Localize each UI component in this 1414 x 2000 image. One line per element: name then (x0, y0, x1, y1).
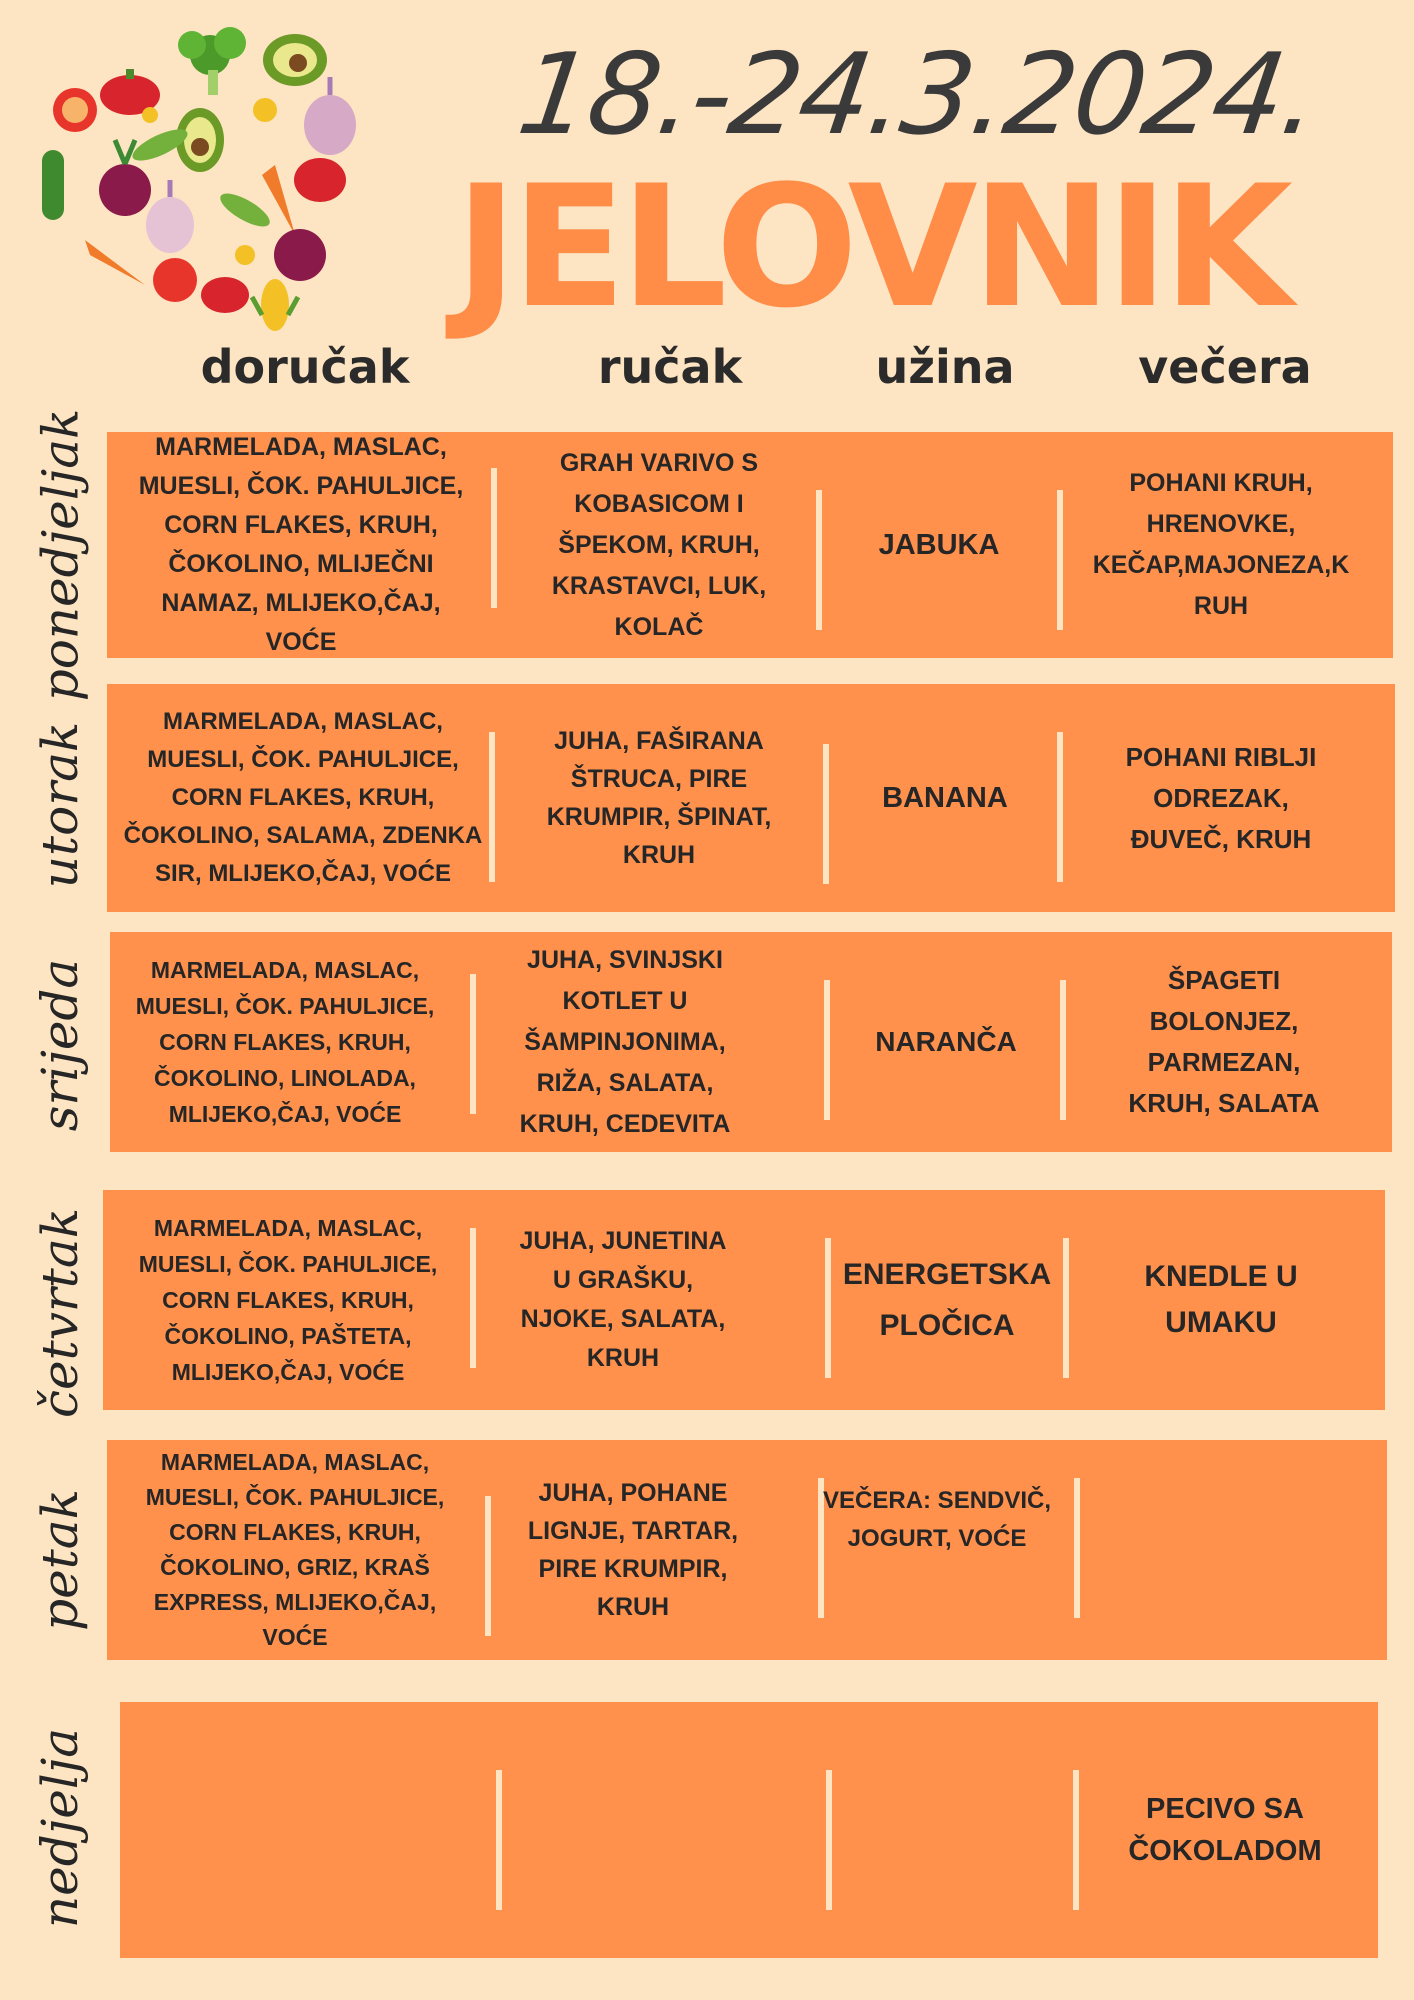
carrot-icon (85, 240, 145, 285)
lunch-cell: JUHA, FAŠIRANA ŠTRUCA, PIRE KRUMPIR, ŠPINAT, KRUH (546, 727, 772, 869)
lunch-cell: JUHA, SVINJSKI KOTLET U ŠAMPINJONIMA, RIŽA, SALATA, KRUH, CEDEVITA (519, 945, 731, 1138)
column-header-snack: užina (875, 340, 1015, 394)
menu-row-sunday (120, 1702, 1378, 1958)
snack-cell: JABUKA (878, 528, 1000, 561)
dinner-cell (1082, 1440, 1382, 1660)
day-label-tuesday: utorak (31, 721, 89, 889)
breakfast-cell (120, 1702, 490, 1958)
corn-icon (252, 279, 298, 331)
column-header-breakfast: doručak (200, 340, 410, 394)
menu-row-friday (107, 1440, 1387, 1660)
breakfast-cell: MARMELADA, MASLAC, MUESLI, ČOK. PAHULJICE, CORN FLAKES, KRUH, ČOKOLINO, SALAMA, ZDENKA SIR, MLIJEKO,ČAJ, VOĆE (123, 708, 483, 887)
snack-cell: BANANA (882, 781, 1008, 814)
column-header-dinner: večera (1138, 340, 1312, 394)
vegetable-heart-illustration (30, 15, 370, 335)
lunch-cell: JUHA, POHANE LIGNJE, TARTAR, PIRE KRUMPIR, KRUH (527, 1479, 739, 1621)
breakfast-cell: MARMELADA, MASLAC, MUESLI, ČOK. PAHULJICE, CORN FLAKES, KRUH, ČOKOLINO, MLIJEČNI NAMAZ, MLIJEKO,ČAJ, VOĆE (138, 433, 464, 656)
tomato-icon (153, 258, 197, 302)
tomato-icon (53, 88, 97, 132)
snack-cell: NARANČA (875, 1026, 1017, 1057)
snack-cell: VEČERA: SENDVIČ, JOGURT, VOĆE (823, 1487, 1052, 1552)
avocado-icon (263, 34, 327, 86)
menu-row-tuesday (107, 684, 1395, 912)
column-header-lunch: ručak (597, 340, 743, 394)
day-label-friday: petak (31, 1489, 90, 1631)
column-divider (1063, 1238, 1069, 1378)
column-divider (826, 1770, 832, 1910)
cucumber-icon (42, 150, 64, 220)
column-divider (491, 468, 497, 608)
garlic-icon (304, 77, 356, 155)
menu-row-wednesday (110, 932, 1392, 1152)
page-title: JELOVNIK (455, 149, 1287, 345)
column-divider (1060, 980, 1066, 1120)
menu-row-thursday (103, 1190, 1385, 1410)
dinner-cell: POHANI KRUH, HRENOVKE, KEČAP,MAJONEZA,K RUH (1092, 469, 1350, 620)
beet-icon (274, 229, 326, 281)
lunch-cell: JUHA, JUNETINA U GRAŠKU, NJOKE, SALATA, KRUH (519, 1227, 727, 1372)
column-divider (470, 1228, 476, 1368)
column-divider (470, 974, 476, 1114)
column-divider (1057, 490, 1063, 630)
column-divider (1057, 732, 1063, 882)
lunch-cell: GRAH VARIVO S KOBASICOM I ŠPEKOM, KRUH, KRASTAVCI, LUK, KOLAČ (551, 448, 767, 641)
breakfast-cell: MARMELADA, MASLAC, MUESLI, ČOK. PAHULJICE, CORN FLAKES, KRUH, ČOKOLINO, PAŠTETA, MLIJEKO,ČAJ, VOĆE (138, 1215, 438, 1385)
day-label-monday: ponedjeljak (31, 408, 90, 702)
column-divider (816, 490, 822, 630)
column-divider (489, 732, 495, 882)
pepper-icon (294, 158, 346, 202)
column-divider (1073, 1770, 1079, 1910)
day-label-thursday: četvrtak (31, 1207, 90, 1419)
day-label-wednesday: srijeda (31, 958, 89, 1132)
day-label-sunday: nedjelja (31, 1727, 90, 1929)
dinner-cell: PECIVO SA ČOKOLADOM (1128, 1793, 1322, 1867)
breakfast-cell: MARMELADA, MASLAC, MUESLI, ČOK. PAHULJICE, CORN FLAKES, KRUH, ČOKOLINO, GRIZ, KRAŠ EXPRESS, MLIJEKO,ČAJ, VOĆE (145, 1449, 445, 1650)
snack-cell (834, 1702, 1066, 1958)
dinner-cell: KNEDLE U UMAKU (1144, 1260, 1298, 1339)
column-divider (485, 1496, 491, 1636)
dinner-cell: ŠPAGETI BOLONJEZ, PARMEZAN, KRUH, SALATA (1128, 965, 1320, 1118)
broccoli-icon (178, 27, 246, 95)
column-divider (1074, 1478, 1080, 1618)
snack-cell: ENERGETSKA PLOČICA (842, 1258, 1052, 1342)
pepper-icon (201, 277, 249, 313)
date-range: 18.-24.3.2024. (510, 30, 1326, 160)
menu-row-monday (107, 432, 1393, 658)
garlic-icon (146, 180, 194, 253)
dinner-cell: POHANI RIBLJI ODREZAK, ĐUVEČ, KRUH (1125, 741, 1317, 854)
breakfast-cell: MARMELADA, MASLAC, MUESLI, ČOK. PAHULJICE, CORN FLAKES, KRUH, ČOKOLINO, LINOLADA, MLIJEKO,ČAJ, VOĆE (135, 957, 435, 1127)
column-divider (496, 1770, 502, 1910)
lunch-cell (504, 1702, 824, 1958)
